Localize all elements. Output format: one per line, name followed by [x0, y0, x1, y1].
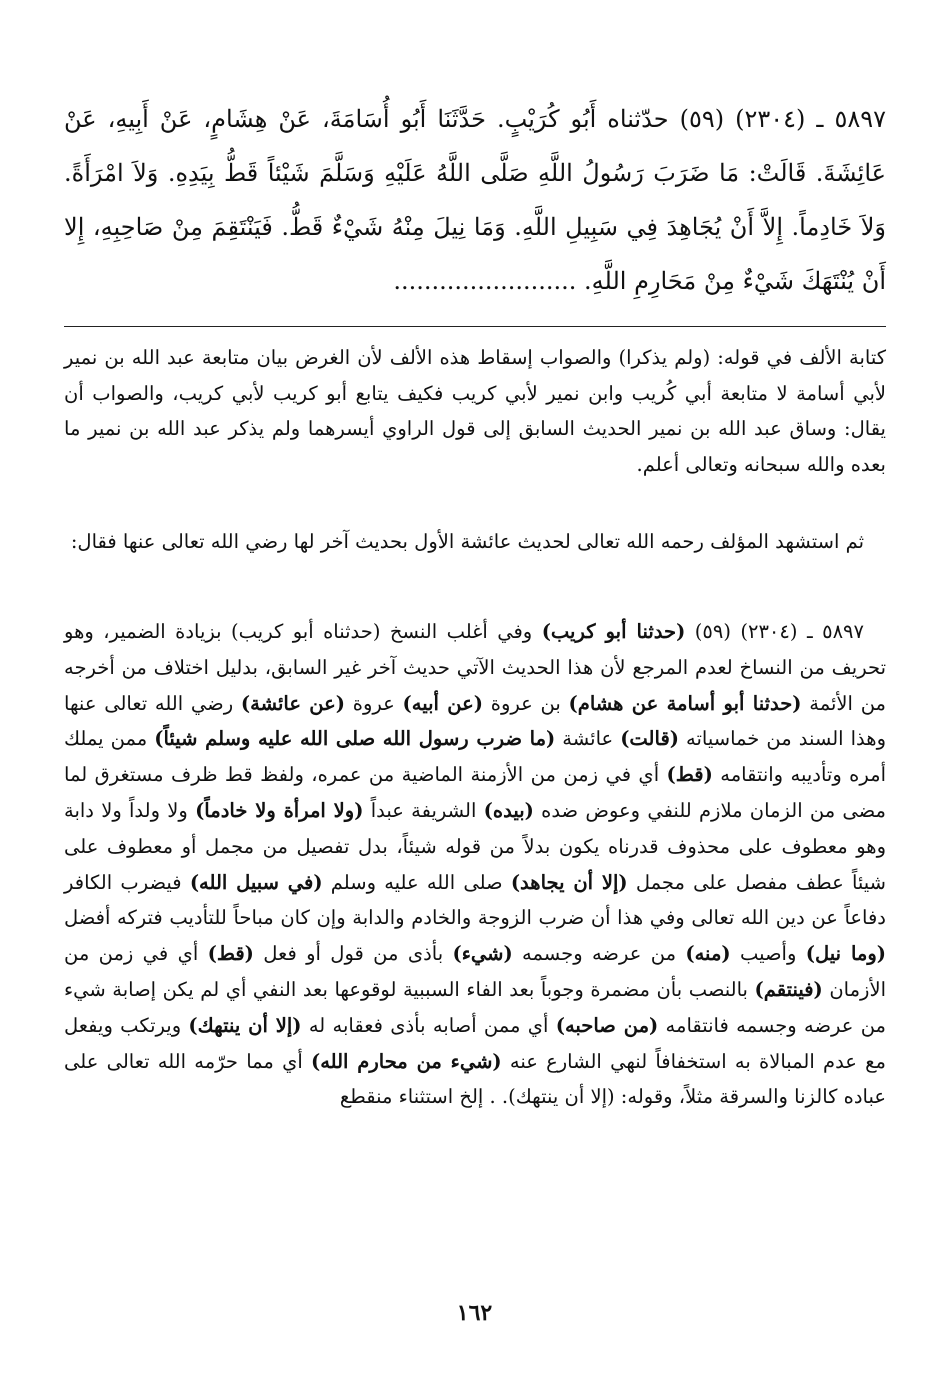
footnote-text-1: كتابة الألف في قوله: (ولم يذكرا) والصواب إسقاط هذه الألف لأن الغرض بيان متابعة عبد الله بن نمير لأبي أسامة لا متابعة أبي كُريب وابن نمير لأبي كريب فكيف يتابع أبو كريب لأبي كريب، والصواب أن يقال: وساق عبد الله بن نمير الحديث السابق إلى قول الراوي أيسرهما ولم يذكر عبد الله بن نمير ما بعده والله سبحانه وتعالى أعلم.: [64, 346, 886, 476]
commentary-text: صلى الله عليه وسلم: [322, 870, 511, 894]
commentary-text: عائشة: [555, 727, 621, 751]
commentary-text: ممن يملك أمره وتأديبه وانتقامه: [64, 727, 886, 787]
hadith-body: حدّثناه أَبُو كُرَيْبٍ. حَدَّثَنَا أَبُو أُسَامَةَ، عَنْ هِشَامٍ، عَنْ أَبِيهِ، عَنْ عَائِشَةَ. قَالَتْ: مَا ضَرَبَ رَسُولُ اللَّهِ صَلَّى اللَّهُ عَلَيْهِ وَسَلَّمَ شَيْئاً قَطُّ بِيَدِهِ. وَلاَ امْرَأَةً. وَلاَ خَادِماً. إِلاَّ أَنْ يُجَاهِدَ فِي سَبِيلِ اللَّهِ. وَمَا نِيلَ مِنْهُ شَيْءٌ قَطُّ. فَيَنْتَقِمَ مِنْ صَاحِبِهِ، إِلا أَنْ يُنْتَهَكَ شَيْءٌ مِنْ مَحَارِمِ اللَّهِ.: [64, 105, 886, 295]
commentary-text: من عرضه وجسمه: [512, 942, 686, 966]
quoted-hadith-phrase: (بيده): [483, 798, 534, 822]
footnote-paragraph-1: [64, 340, 886, 482]
ellipsis-dots: ........................: [393, 267, 577, 295]
footnote-text-2: ثم استشهد المؤلف رحمه الله تعالى لحديث عائشة الأول بحديث آخر لها رضي الله تعالى عنها فقال:: [70, 530, 864, 553]
commentary-text: ولا ولداً ولا دابة وهو معطوف على محذوف قدرناه يكون بدلاً من قوله شيئاً، بدل تفصيل من مجمل أو معطوف على شيئاً عطف مفصل على مجمل: [64, 798, 886, 894]
hadith-number: ٥٨٩٧ ـ (٢٣٠٤) (٥٩): [679, 105, 887, 133]
commentary-text: عروة: [345, 691, 403, 715]
quoted-hadith-phrase: (ما ضرب رسول الله صلى الله عليه وسلم شيئاً): [154, 727, 556, 751]
quoted-hadith-phrase: (في سبيل الله): [189, 870, 323, 894]
quoted-hadith-phrase: (عن عائشة): [240, 691, 346, 715]
commentary-text: رضي الله تعالى عنها وهذا السند من خماسياته: [64, 691, 886, 751]
quoted-hadith-phrase: (حدثنا أبو كريب): [541, 620, 686, 643]
page-number: ١٦٢: [456, 1300, 493, 1326]
quoted-hadith-phrase: (شيء من محارم الله): [310, 1049, 502, 1073]
commentary-text: بن عروة: [482, 691, 569, 715]
commentary-text: الشريفة عبداً: [363, 798, 484, 822]
commentary-text: وفي أغلب النسخ (حدثناه أبو كريب) بزيادة الضمير، وهو تحريف من النساخ لعدم المرجع لأن هذا الحديث الآتي حديث آخر غير السابق، بدليل اختلاف من أخرجه من الأئمة: [64, 620, 886, 715]
footnote-divider: [64, 326, 886, 327]
hadith-text: [64, 92, 886, 308]
commentary-text: وأصيب: [730, 942, 806, 966]
commentary-text: فيضرب الكافر دفاعاً عن دين الله تعالى وفي هذا أن ضرب الزوجة والخادم والدابة وإن كان مباحاً للتأديب فتركه أفضل: [64, 870, 886, 930]
commentary-text: أي مما حرّمه الله تعالى على عباده كالزنا والسرقة مثلاً، وقوله: (إلا أن ينتهك). . إلخ استثناء منقطع: [64, 1049, 886, 1109]
quoted-hadith-phrase: (عن أبيه): [402, 691, 483, 715]
quoted-hadith-phrase: (ولا امرأة ولا خادماً): [195, 798, 364, 822]
quoted-hadith-phrase: (حدثنا أبو أسامة عن هشام): [568, 691, 802, 715]
footnote-paragraph-2: [64, 524, 886, 560]
quoted-hadith-phrase: (فينتقم): [754, 977, 823, 1001]
commentary-text: أي في زمن من الأزمنة الماضية من عمره، ولفظ قط ظرف مستغرق لما مضى من الزمان ملازم للنفي وعوض ضده: [64, 763, 887, 822]
commentary-text: ٥٨٩٧ ـ (٢٣٠٤) (٥٩): [685, 620, 865, 643]
quoted-hadith-phrase: (شيء): [452, 942, 513, 966]
commentary-text: بالنصب بأن مضمرة وجوباً بعد الفاء السببية لوقوعها بعد النفي أي لم يكن إصابة شيء من عرضه وجسمه فانتقامه: [64, 977, 886, 1037]
quoted-hadith-phrase: (قط): [666, 763, 713, 787]
commentary-paragraph: [64, 614, 886, 1115]
commentary-text: بأذى من قول أو فعل: [253, 942, 453, 966]
quoted-hadith-phrase: (من صاحبه): [555, 1013, 659, 1037]
quoted-hadith-phrase: (منه): [685, 942, 731, 966]
quoted-hadith-phrase: (إلا أن يجاهد): [510, 870, 628, 894]
quoted-hadith-phrase: (قالت): [620, 727, 679, 751]
quoted-hadith-phrase: (وما نيل): [805, 942, 887, 966]
quoted-hadith-phrase: (إلا أن ينتهك): [188, 1013, 302, 1037]
commentary-text: ويرتكب ويفعل مع عدم المبالاة به استخفافاً لنهي الشارع عنه: [64, 1013, 886, 1073]
commentary-text: أي ممن أصابه بأذى فعقابه له: [301, 1013, 556, 1037]
quoted-hadith-phrase: (قط): [207, 942, 254, 966]
commentary-text: أي في زمن من الأزمان: [64, 942, 886, 1001]
